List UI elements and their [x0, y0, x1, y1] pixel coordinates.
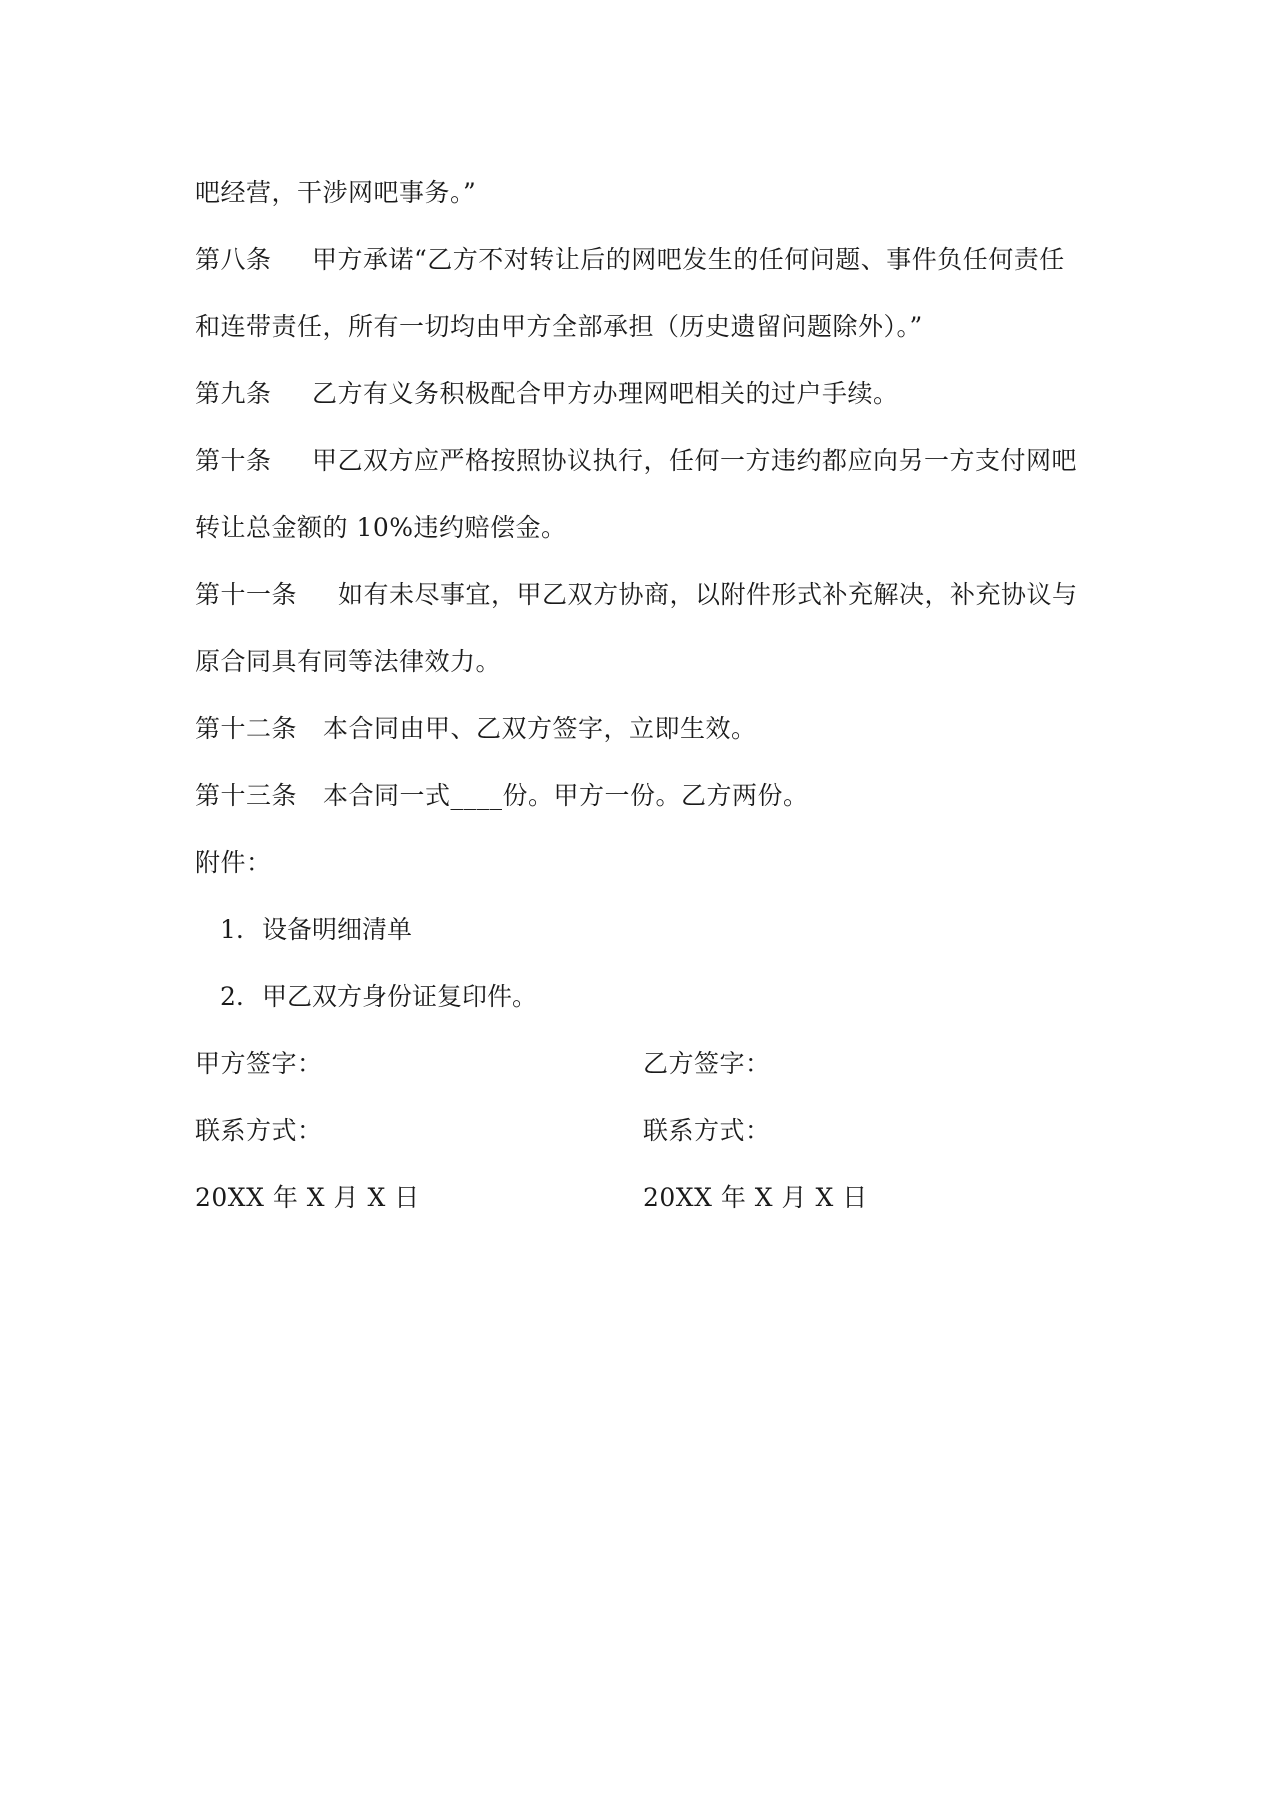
article-11-line-1: [195, 578, 1078, 612]
attachment-number: 1.: [220, 915, 244, 944]
article-8-label: 第八条: [195, 245, 272, 274]
attachment-text: 甲乙双方身份证复印件。: [262, 982, 538, 1011]
article-11-label: 第十一条: [195, 580, 298, 609]
article-9-line-1: [195, 377, 899, 411]
party-b-date: 20XX 年 X 月 X 日: [643, 1183, 868, 1212]
article-13-text-1: 本合同一式____份。甲方一份。乙方两份。: [323, 781, 809, 810]
party-a-date: 20XX 年 X 月 X 日: [195, 1183, 420, 1212]
article-10-line-2: 转让总金额的 10%违约赔偿金。: [195, 513, 567, 542]
party-b-sign-label: 乙方签字：: [643, 1049, 771, 1078]
attachment-item: [220, 980, 537, 1014]
article-9-label: 第九条: [195, 379, 272, 408]
article-12-line-1: [195, 712, 757, 746]
attachment-number: 2.: [220, 982, 244, 1011]
article-12-label: 第十二条: [195, 714, 298, 743]
article-8-line-2: 和连带责任，所有一切均由甲方全部承担（历史遗留问题除外）。”: [195, 312, 923, 341]
article-9-text-1: 乙方有义务积极配合甲方办理网吧相关的过户手续。: [312, 379, 899, 408]
article-11-text-1: 如有未尽事宜，甲乙双方协商，以附件形式补充解决，补充协议与: [338, 580, 1078, 609]
party-b-contact-label: 联系方式：: [643, 1116, 771, 1145]
article-13-label: 第十三条: [195, 781, 298, 810]
article-12-text-1: 本合同由甲、乙双方签字，立即生效。: [323, 714, 757, 743]
article-11-line-2: 原合同具有同等法律效力。: [195, 647, 502, 676]
attachments-heading: 附件：: [195, 848, 272, 877]
article-13-line-1: [195, 779, 809, 813]
party-a-sign-label: 甲方签字：: [195, 1049, 323, 1078]
article-10-label: 第十条: [195, 446, 272, 475]
article-8-line-1: [195, 243, 1065, 277]
attachment-item: [220, 913, 412, 947]
article-10-text-1: 甲乙双方应严格按照协议执行，任何一方违约都应向另一方支付网吧: [312, 446, 1078, 475]
article-8-text-1: 甲方承诺“乙方不对转让后的网吧发生的任何问题、事件负任何责任: [312, 245, 1065, 274]
article-10-line-1: [195, 444, 1077, 478]
party-a-contact-label: 联系方式：: [195, 1116, 323, 1145]
attachment-text: 设备明细清单: [262, 915, 413, 944]
intro-continuation: 吧经营，干涉网吧事务。”: [195, 178, 477, 207]
